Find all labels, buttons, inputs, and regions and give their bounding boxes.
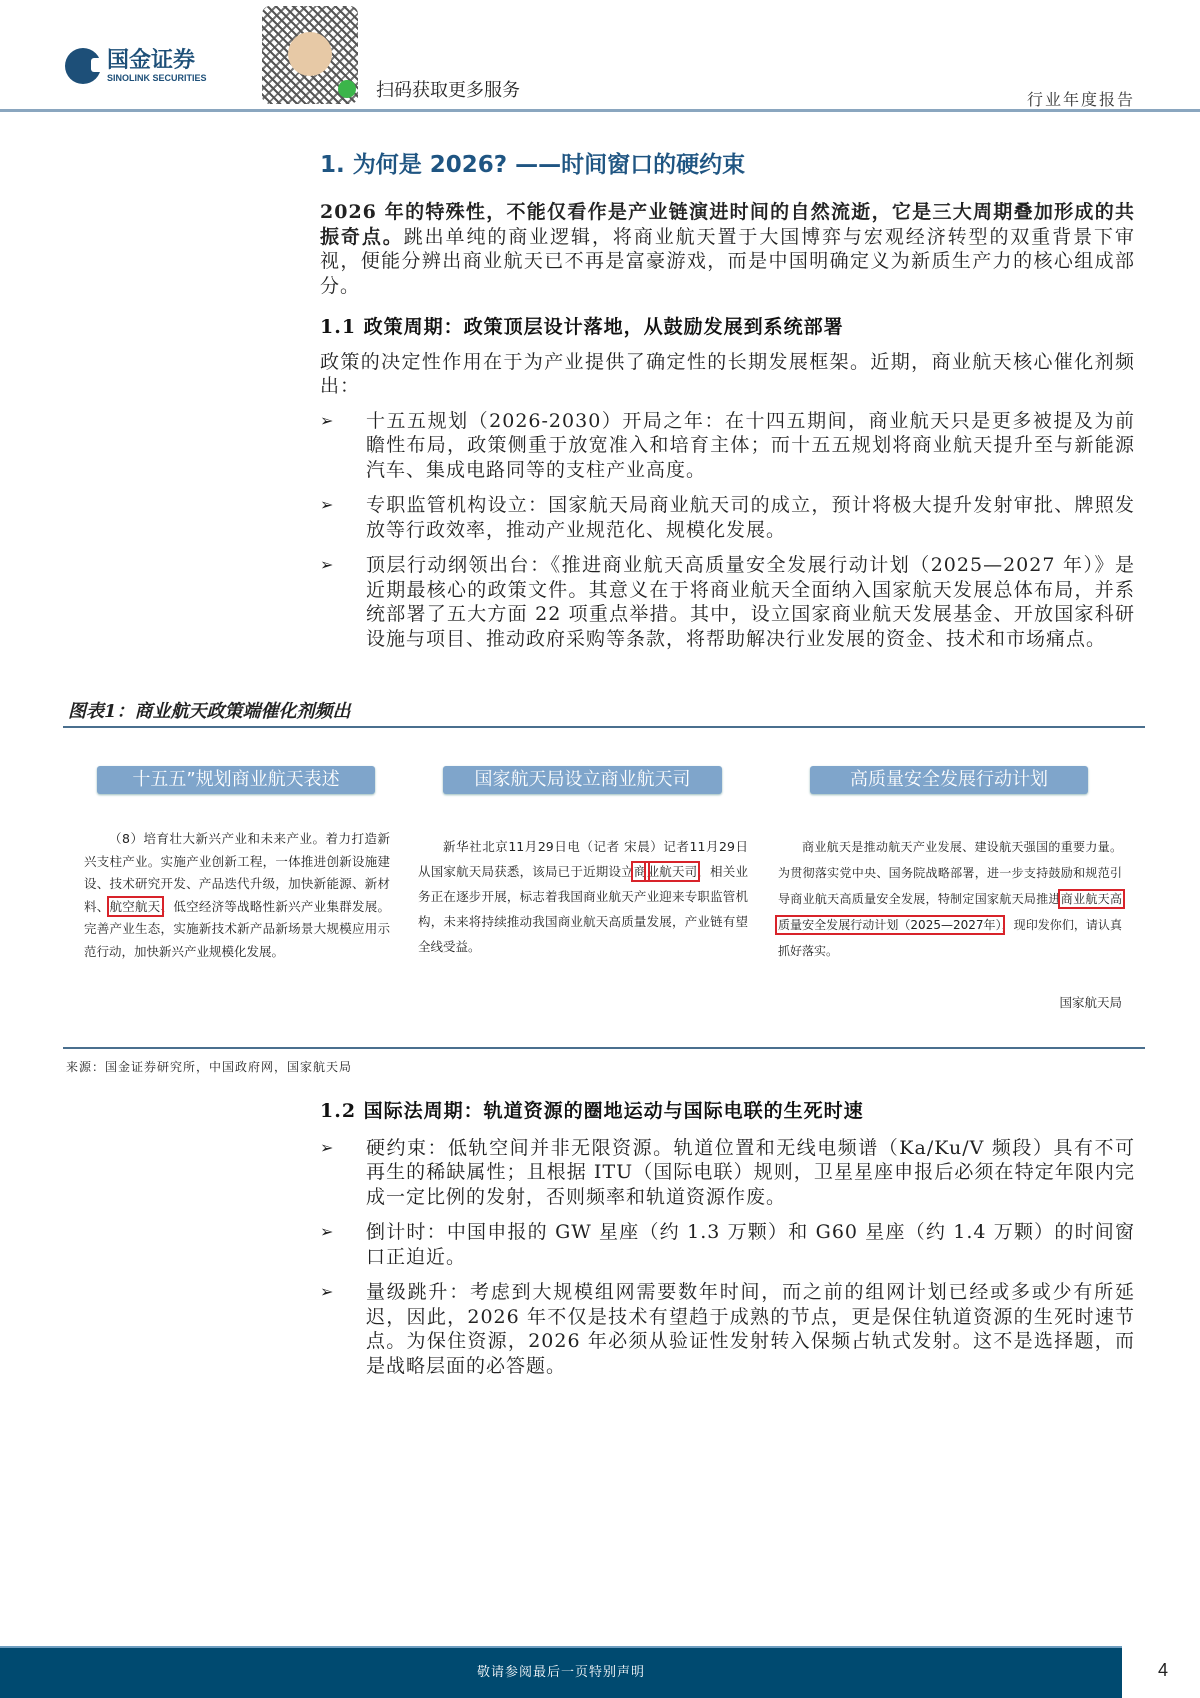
bullet-text: 硬约束：低轨空间并非无限资源。轨道位置和无线电频谱（Ka/Ku/V 频段）具有不可再生的稀缺属性；且根据 ITU（国际电联）规则，卫星星座申报后必须在特定年限内完成一定比例的发射，否则频率和轨道资源作废。 (366, 1136, 1135, 1208)
arrow-bullet-icon: ➢ (320, 495, 335, 514)
col-text: 新华社北京11月29日电（记者 宋晨）记者11月29日从国家航天局获悉，该局已于近期设立 (418, 839, 748, 879)
qr-code-icon (262, 6, 358, 104)
list-item (320, 409, 1135, 483)
col-text: ，相关业务正在逐步开展，标志着我国商业航天产业迎来专职监管机构，未来将持续推动我国商业航天高质量发展，产业链有望全线受益。 (418, 864, 748, 954)
highlighted-text: 商 (633, 864, 647, 879)
col-text: 商业航天是推动航天产业发展、建设航天强国的重要力量。为贯彻落实党中央、国务院战略部署，进一步支持鼓励和规范引导商业航天高质量安全发展，特制定国家航天局推进 (778, 840, 1122, 906)
subsection-heading-1-2: 1.2 国际法周期：轨道资源的圈地运动与国际电联的生死时速 (320, 1100, 864, 1122)
mini-program-icon (338, 80, 356, 98)
report-type: 行业年度报告 (1026, 90, 1135, 109)
bullet-text: 十五五规划（2026-2030）开局之年：在十四五期间，商业航天只是更多被提及为前瞻性布局，政策侧重于放宽准入和培育主体；而十五五规划将商业航天提升至与新能源汽车、集成电路同等的支柱产业高度。 (366, 409, 1135, 481)
figure-tag-1: 十五五”规划商业航天表述 (97, 766, 375, 794)
section1-body (320, 200, 1135, 662)
subsection-heading-1-1: 1.1 政策周期：政策顶层设计落地，从鼓励发展到系统部署 (320, 316, 844, 338)
header-divider (0, 109, 1200, 112)
footer-disclaimer: 敬请参阅最后一页特别声明 (0, 1646, 1122, 1698)
logo-mark-icon (65, 48, 101, 84)
highlighted-text: 商业航天高质量安全发展行动计划（2025—2027年） (778, 892, 1122, 932)
policy-bullets (320, 409, 1135, 652)
figure-top-rule (63, 726, 1145, 728)
col-text: （8）培育壮大新兴产业和未来产业。着力打造新兴支柱产业。实施产业创新工程，一体推进创新设施建设、技术研究开发、产品迭代升级，加快新能源、新材料、 (84, 831, 390, 914)
section-title: 1. 为何是 2026? ——时间窗口的硬约束 (320, 152, 746, 178)
list-item (320, 493, 1135, 542)
col-text: 、低空经济等战略性新兴产业集群发展。完善产业生态，实施新技术新产品新场景大规模应用示范行动，加快新兴产业规模化发展。 (84, 898, 390, 959)
itu-bullets (320, 1136, 1135, 1379)
policy-paragraph: 政策的决定性作用在于为产业提供了确定性的长期发展框架。近期，商业航天核心催化剂频出： (320, 350, 1135, 397)
figure-bottom-rule (63, 1047, 1145, 1049)
bullet-text: 倒计时：中国申报的 GW 星座（约 1.3 万颗）和 G60 星座（约 1.4 万颗）的时间窗口正迫近。 (366, 1221, 1135, 1268)
arrow-bullet-icon: ➢ (320, 1282, 335, 1301)
list-item (320, 553, 1135, 651)
figure-tag-2: 国家航天局设立商业航天司 (443, 766, 722, 794)
arrow-bullet-icon: ➢ (320, 1222, 335, 1241)
arrow-bullet-icon: ➢ (320, 555, 335, 574)
intro-paragraph (320, 200, 1135, 298)
section1-2-body (320, 1099, 1135, 1389)
figure-col-2 (418, 834, 748, 959)
company-logo (65, 48, 207, 84)
highlighted-text: 业航天司 (646, 864, 698, 879)
bullet-text: 专职监管机构设立：国家航天局商业航天司的成立，预计将极大提升发射审批、牌照发放等行政效率，推动产业规范化、规模化发展。 (366, 494, 1135, 541)
bullet-text: 量级跳升：考虑到大规模组网需要数年时间，而之前的组网计划已经或多或少有所延迟，因此，2026 年不仅是技术有望趋于成熟的节点，更是保住轨道资源的生死时速节点。为保住资源，2026 年必须从验证性发射转入保频占轨式发射。这不是选择题，而是战略层面的必答题。 (366, 1281, 1135, 1377)
highlighted-text: 航空航天 (109, 898, 161, 914)
list-item (320, 1220, 1135, 1269)
figure-col-3 (778, 834, 1122, 964)
intro-rest: 跳出单纯的商业逻辑，将商业航天置于大国博弈与宏观经济转型的双重背景下审视，便能分辨出商业航天已不再是富豪游戏，而是中国明确定义为新质生产力的核心组成部分。 (320, 225, 1135, 297)
list-item (320, 1136, 1135, 1210)
figure-tag-3: 高质量安全发展行动计划 (810, 766, 1088, 794)
figure-col-1 (84, 828, 390, 963)
bullet-text: 顶层行动纲领出台：《推进商业航天高质量安全发展行动计划（2025—2027 年）》是近期最核心的政策文件。其意义在于将商业航天全面纳入国家航天发展总体布局，并系统部署了五大方面 22 项重点举措。其中，设立国家商业航天发展基金、开放国家科研设施与项目、推动政府采购等条款，将帮助解决行业发展的资金、技术和市场痛点。 (366, 554, 1135, 650)
logo-en: SINOLINK SECURITIES (107, 73, 207, 83)
figure-source: 来源：国金证券研究所，中国政府网，国家航天局 (66, 1060, 353, 1074)
list-item (320, 1280, 1135, 1378)
intro-bold: 2026 年的特殊性，不能仅看作是产业链演进时间的自然流逝，它是三大周期叠加形成的共振奇点。 (320, 201, 1135, 248)
logo-cn: 国金证券 (107, 48, 196, 73)
arrow-bullet-icon: ➢ (320, 1137, 335, 1157)
page-number: 4 (1158, 1660, 1169, 1680)
agency-signature: 国家航天局 (1059, 995, 1122, 1010)
arrow-bullet-icon: ➢ (320, 410, 335, 430)
col-text: ，现印发你们，请认真抓好落实。 (778, 918, 1122, 958)
qr-caption: 扫码获取更多服务 (376, 80, 520, 101)
figure-title: 图表1：商业航天政策端催化剂频出 (68, 701, 351, 722)
